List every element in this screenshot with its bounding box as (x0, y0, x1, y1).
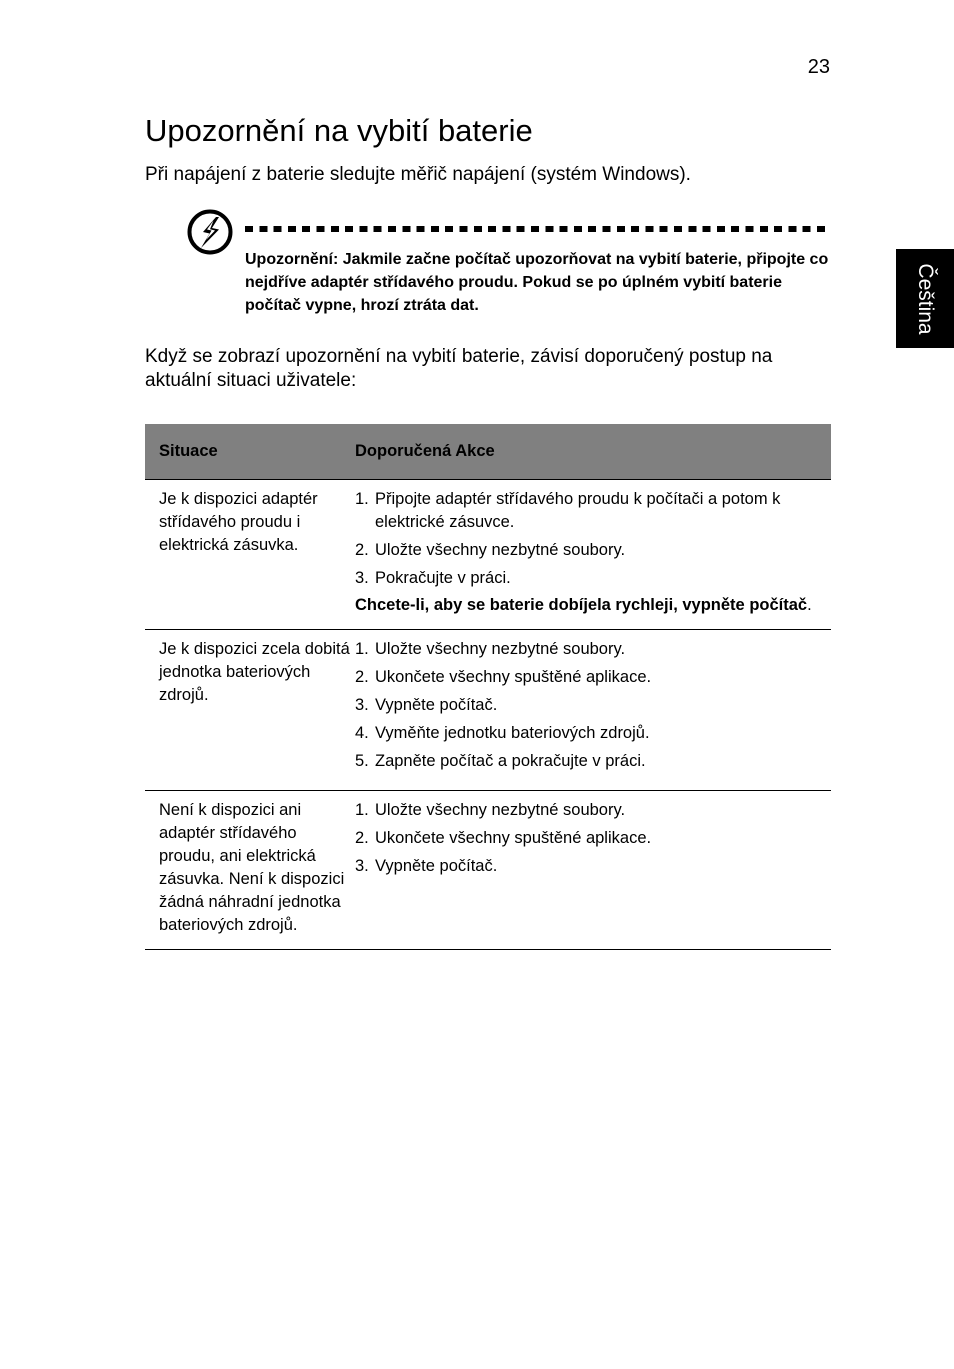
charging-note-text: Chcete-li, aby se baterie dobíjela rychleji, vypněte počítač (355, 596, 808, 614)
list-item (355, 799, 831, 822)
header-action: Doporučená Akce (355, 442, 495, 460)
list-item (355, 567, 831, 590)
list-item (355, 694, 831, 717)
situation-cell: Je k dispozici adaptér střídavého proudu i elektrická zásuvka. (159, 490, 318, 554)
situation-cell: Není k dispozici ani adaptér střídavého proudu, ani elektrická zásuvka. Není k dispozici žádná náhradní jednotka bateriových zdrojů. (159, 801, 345, 934)
step-text: Uložte všechny nezbytné soubory. (375, 541, 626, 559)
step-text: Zapněte počítač a pokračujte v práci. (375, 752, 646, 770)
step-number: 2. (355, 668, 369, 686)
table-row (145, 630, 831, 791)
list-item (355, 750, 831, 773)
step-text: Připojte adaptér střídavého proudu k počítači a potom k elektrické zásuvce. (375, 490, 781, 531)
situation-cell: Je k dispozici zcela dobitá jednotka bateriových zdrojů. (159, 640, 350, 704)
action-cell (350, 630, 831, 790)
list-item (355, 666, 831, 689)
step-number: 3. (355, 857, 369, 875)
list-item (355, 488, 831, 534)
intro-text: Při napájení z baterie sledujte měřič napájení (systém Windows). (145, 164, 691, 185)
action-cell (350, 480, 831, 629)
action-steps-list (355, 799, 831, 878)
list-item (355, 638, 831, 661)
header-situation: Situace (159, 442, 218, 460)
step-text: Ukončete všechny spuštěné aplikace. (375, 829, 652, 847)
charging-note-end: . (807, 596, 812, 614)
step-number: 3. (355, 569, 369, 587)
table-row (145, 480, 831, 630)
list-item (355, 722, 831, 745)
step-number: 1. (355, 640, 369, 658)
table-row (145, 791, 831, 950)
warning-dotted-rule (245, 226, 831, 232)
step-number: 1. (355, 490, 369, 508)
page-number: 23 (807, 56, 830, 78)
situation-paragraph: Když se zobrazí upozornění na vybití baterie, závisí doporučený postup na aktuální situaci uživatele: (145, 346, 773, 391)
step-number: 2. (355, 541, 369, 559)
warning-text: Upozornění: Jakmile začne počítač upozorňovat na vybití baterie, připojte co nejdříve adaptér střídavého proudu. Pokud se po úplném vybití baterie počítač vypne, hrozí ztráta dat. (245, 251, 829, 314)
step-number: 3. (355, 696, 369, 714)
action-cell (350, 791, 831, 949)
step-text: Vypněte počítač. (375, 857, 498, 875)
step-number: 1. (355, 801, 369, 819)
step-number: 2. (355, 829, 369, 847)
step-text: Uložte všechny nezbytné soubory. (375, 801, 626, 819)
step-number: 5. (355, 752, 369, 770)
warning-lightning-icon (186, 208, 234, 256)
step-text: Ukončete všechny spuštěné aplikace. (375, 668, 652, 686)
step-text: Vypněte počítač. (375, 696, 498, 714)
list-item (355, 539, 831, 562)
recommended-actions-table (145, 424, 831, 950)
language-tab-label: Čeština (914, 262, 937, 335)
step-text: Uložte všechny nezbytné soubory. (375, 640, 626, 658)
language-tab (896, 249, 954, 348)
action-steps-list (355, 638, 831, 773)
step-number: 4. (355, 724, 369, 742)
step-text: Vyměňte jednotku bateriových zdrojů. (375, 724, 650, 742)
action-steps-list (355, 488, 831, 590)
list-item (355, 827, 831, 850)
list-item (355, 855, 831, 878)
page-title: Upozornění na vybití baterie (145, 113, 533, 148)
charging-note (355, 594, 831, 617)
table-header (145, 424, 831, 480)
step-text: Pokračujte v práci. (375, 569, 511, 587)
